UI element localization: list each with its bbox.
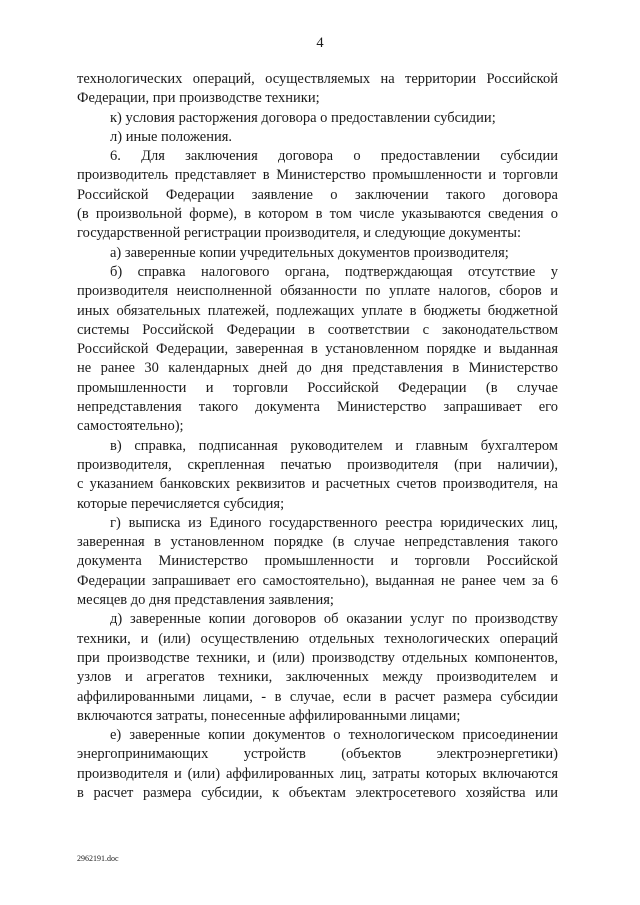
text-line: производитель представляет в Министерство промышленности и торговли [77,167,558,184]
document-body [77,70,558,803]
text-line: государственной регистрации производителя, и следующие документы: [77,225,522,242]
text-line: узлов и агрегатов техники, заключенных между производителем и [77,669,558,686]
text-line: б) справка налогового органа, подтверждающая отсутствие у [110,263,558,280]
text-line: к) условия расторжения договора о предоставлении субсидии; [110,109,496,126]
text-line: производителя и (или) аффилированных лиц, затраты которых включаются [77,765,558,782]
text-line: е) заверенные копии документов о технологическом присоединении [110,727,558,744]
text-line: иных обязательных платежей, подлежащих уплате в бюджеты бюджетной [77,302,558,319]
text-line: с указанием банковских реквизитов и расчетных счетов производителя, на [77,476,558,493]
text-line: д) заверенные копии договоров об оказании услуг по производству [110,611,558,628]
text-line: л) иные положения. [110,128,233,145]
text-line: в) справка, подписанная руководителем и главным бухгалтером [110,437,558,454]
text-line: 6. Для заключения договора о предоставлении субсидии [110,148,558,165]
text-line: Федерации, при производстве техники; [77,90,320,107]
text-line: при производстве техники, и (или) производству отдельных компонентов, [77,649,558,666]
text-line: не ранее 30 календарных дней до дня представления в Министерство [77,360,558,377]
text-line: промышленности и торговли Российской Федерации (в случае [77,379,558,396]
text-line: аффилированными лицами, - в случае, если в расчет размера субсидии [77,688,558,705]
text-line: заверенная в установленном порядке (в случае непредставления такого [77,534,558,551]
text-line: Российской Федерации заявление о заключении такого договора [77,186,558,203]
text-line: технологических операций, осуществляемых на территории Российской [77,71,558,87]
text-line: в расчет размера субсидии, к объектам электросетевого хозяйства или [77,784,558,801]
text-line: производителя, скрепленная печатью производителя (при наличии), [77,456,558,473]
text-line: (в произвольной форме), в котором в том числе указываются сведения о [77,206,558,223]
page-number: 4 [316,35,324,51]
file-name-footer: 2962191.doc [77,854,119,863]
text-line: включаются затраты, понесенные аффилированными лицами; [77,707,461,724]
text-line: документа Министерство промышленности и торговли Российской [77,553,558,570]
text-line: Российской Федерации, заверенная в установленном порядке и выданная [77,341,558,358]
text-line: которые перечисляется субсидия; [77,495,285,512]
text-line: г) выписка из Единого государственного реестра юридических лиц, [110,514,558,531]
text-line: месяцев до дня представления заявления; [77,592,334,609]
text-line: энергопринимающих устройств (объектов электроэнергетики) [77,746,558,763]
text-line: Федерации запрашивает его самостоятельно), выданная не ранее чем за 6 [77,572,558,589]
text-line: техники, и (или) осуществлению отдельных технологических операций [77,630,558,647]
text-line: самостоятельно); [77,418,184,435]
text-line: производителя неисполненной обязанности по уплате налогов, сборов и [77,283,558,300]
text-line: системы Российской Федерации в соответствии с законодательством [77,321,558,338]
text-line: а) заверенные копии учредительных документов производителя; [110,244,509,261]
text-line: непредставления такого документа Министерство запрашивает его [77,399,558,416]
